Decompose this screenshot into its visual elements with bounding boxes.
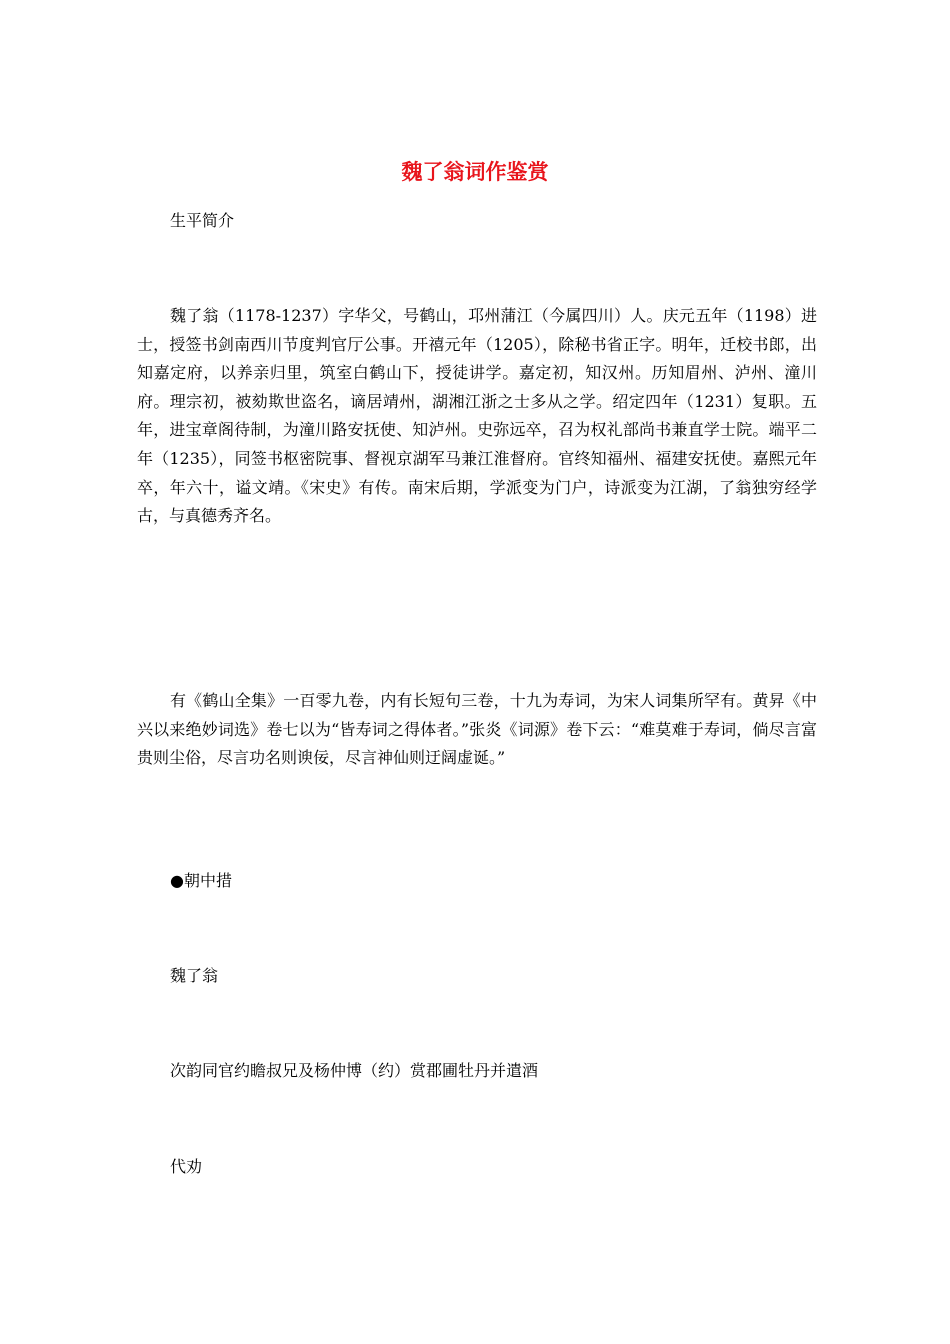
poem-note: 代劝 [170, 1157, 203, 1176]
section-heading: 生平简介 [170, 211, 235, 230]
works-paragraph: 有《鹤山全集》一百零九卷，内有长短句三卷，十九为寿词，为宋人词集所罕有。黄昇《中兴以来绝妙词选》卷七以为“皆寿词之得体者。”张炎《词源》卷下云：“难莫难于寿词，倘尽言富贵则尘俗，尽言功名则谀佞，尽言神仙则迂阔虚诞。” [137, 691, 817, 768]
bio-paragraph: 魏了翁（1178-1237）字华父，号鹤山，邛州蒲江（今属四川）人。庆元五年（1198）进士，授签书剑南西川节度判官厅公事。开禧元年（1205），除秘书省正字。明年，迁校书郎，出知嘉定府，以养亲归里，筑室白鹤山下，授徒讲学。嘉定初，知汉州。历知眉州、泸州、潼川府。理宗初，被劾欺世盗名，谪居靖州，湖湘江浙之士多从之学。绍定四年（1231）复职。五年，进宝章阁待制，为潼川路安抚使、知泸州。史弥远卒，召为权礼部尚书兼直学士院。端平二年（1235），同签书枢密院事、督视京湖军马兼江淮督府。官终知福州、福建安抚使。嘉熙元年卒，年六十，谥文靖。《宋史》有传。南宋后期，学派变为门户，诗派变为江湖，了翁独穷经学古，与真德秀齐名。 [137, 306, 817, 526]
document-title: 魏了翁词作鉴赏 [401, 159, 549, 184]
poem-author: 魏了翁 [170, 966, 219, 985]
poem-subtitle: 次韵同官约瞻叔兄及杨仲博（约）赏郡圃牡丹并遣酒 [170, 1061, 539, 1080]
poem-title: ●朝中措 [170, 871, 232, 890]
